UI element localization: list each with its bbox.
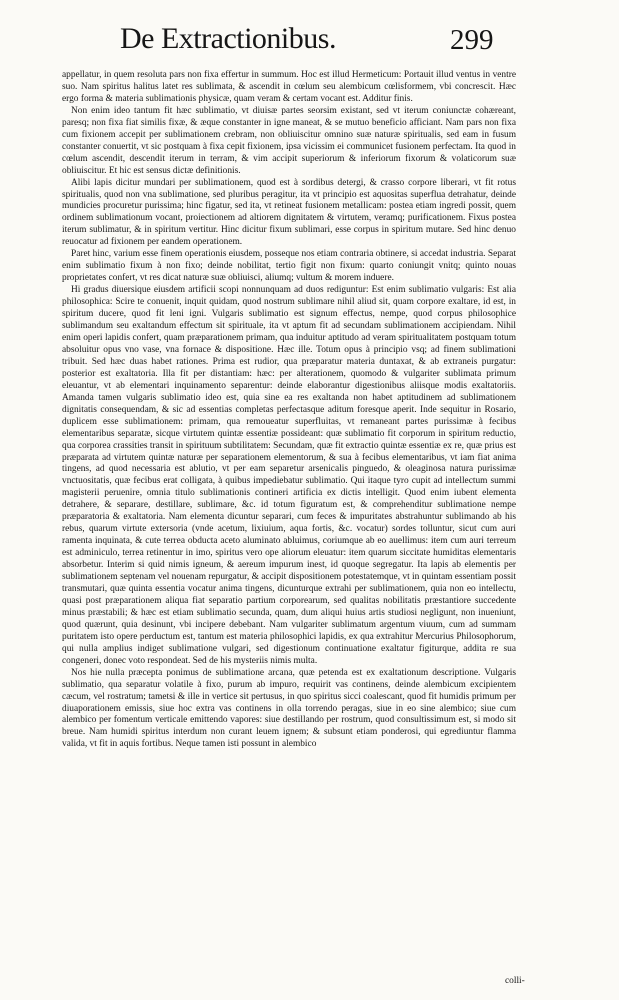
paragraph: appellatur, in quem resoluta pars non fixa effertur in summum. Hoc est illud Hermeticum: Portauit illud ventus in ventre suo. Nam spiritus halitus latet res sublimata, & ascendit in cœlum seu alembicum cœlisformem, vbi concrescit. Hæc ergo forma & materia sublimationis physicæ, quam veram & certam vocant est. Additur finis. xyxy=(62,70,516,104)
running-header xyxy=(0,14,619,70)
paragraph: Nos hie nulla præcepta ponimus de sublimatione arcana, quæ petenda est ex exaltationum descriptione. Vulgaris sublimatio, qua separatur volatile à fixo, purum ab impuro, requirit vas continens, deinde alembicum excipientem cæcum, vel rostratum; tametsi & ille in vertice sit pertusus, in quo spiritus sicci coalescant, quod fit humidis primum per diuaporationem emissis, siue hoc extra vas continens in olla torrendo peragas, siue in eo sine alembico; siue cum alembico per fomentum verticale emittendo vapores: siue destillando per rostrum, quod consultissimum est, si modo sit breue. Nam humidi spiritus interdum non curant leuem ignem; & subsunt etiam ponderosi, qui egrediuntur flamma valida, vt fit in aquis fortibus. Neque tamen isti possunt in alembico xyxy=(62,667,516,750)
running-title: De Extractionibus. xyxy=(120,22,336,55)
text-body xyxy=(62,70,516,751)
catchword: colli- xyxy=(505,976,525,986)
paragraph: Paret hinc, varium esse finem operationis eiusdem, posseque nos etiam contraria obtinere, si accedat industria. Separat enim sublimatio fixum à non fixo; deinde nobilitat, tertio figit non fixum: quarto coniungit vnitq; quinto nouas proprietates confert, vt res dicat naturæ suæ obliuisci, aliumq; vultum & morem induere. xyxy=(62,249,516,284)
paragraph: Alibi lapis dicitur mundari per sublimationem, quod est à sordibus detergi, & crasso corpore liberari, vt fit rotus spiritualis, quod non vna sublimatione, sed pluribus peragitur, ita vt principio est aquositas superflua detrahatur, deinde mundicies procuretur purissima; hinc figatur, sed ita, vt retineat fusionem metallicam: postea etiam ingredi possit, quem ordinem sublimationum vocant, proiectionem ad altiorem dignitatem & virtutem, veramq; purificationem. Fixus postea iterum sublimatur, & in spiritum vertitur. Hinc dicitur fixum sublimari, esse corpus in spiritum mutare. Sed hinc denuo reuocatur ad fixionem per eandem operationem. xyxy=(62,177,516,248)
page-number: 299 xyxy=(450,24,494,56)
paragraph: Hi gradus diuersique eiusdem artificii scopi nonnunquam ad duos rediguntur: Est enim sublimatio vulgaris: Est alia philosophica: Scire te conuenit, inquit quidam, quod nostrum sublimare nihil aliud sit, quam corpore exaltare, id est, in spiritum ducere, quod fit leni igni. Vulgaris sublimatio est signum effectus, nempe, quod corpus philosophice sublimandum seu exaltandum effectum sit spirituale, ita vt aptum fit ad secundam sublimationem accipiendam. Nihil enim operi lapidis confert, quam præparationem primam, qua induitur aptitudo ad veram spiritualitatem postquam totum absoluitur opus vno vase, vna fornace & dispositione. Hæc ille. Totum opus à principio vsq; ad finem sublimationi tribuit. Sed hæc duas habet rationes. Prima est rudior, qua præparatur materia duntaxat, & ab extraneis purgatur: posterior est exaltatoria. Illa fit per distantiam: hæc: per alterationem, quomodo & vulgariter sublimata primum eleuantur, vt ab elementari inquinamento separentur: deinde elaborantur digestionibus aliisque modis exaltatoriis. Amanda tamen vulgaris sublimatio ideo est, quia sine ea res exaltanda non habet aptitudinem ad sublimationem dignitatis consequendam, & sic ad essentias completas perfectasque aditum foresque aperit. Inde sequitur in Rosario, duplicem esse sublimationem: primam, qua remoueatur superfluitas, vt remaneant partes purissimæ à fecibus elementaribus separatæ, sicque virtutem quintæ essentiæ possideant: quæ sublimatio fit corporum in spiritum reductio, qua corporea crassities transit in spirituum subtilitatem: Secundam, quæ fit extractio quintæ essentiæ ex re, quæ prius est præparata ad virtutem quintæ naturæ per separationem elementorum, & sua à fecibus elementaribus, vt iam fiat anima tingens, ad quod necessaria est ablutio, vt per eam separetur arsenicalis pinguedo, & oleaginosa natura purissimæ vnctuositatis, quæ fecibus erat colligata, à quibus impediebatur sublimatio. Qui itaque tyro cupit ad intellectum summi magisterii peruenire, omnia titulo sublimationis contineri artificia ex dictis intelligit. Quod enim iubent elementa detrahere, & separare, destillare, sublimare, &c. id totum figuratum est, & comprehenditur sublimatione nempe præparatoria & exaltatoria. Nam elementa dicuntur separari, cum feces & impuritates abstrahuntur sublimando ab his rebus, quarum virtute extersoria (vnde acetum, lixiuium, aqua fortis, &c. vocatur) sordes tolluntur, sicut cum auri ramenta inquinata, & cute terrea obducta aceto aluminato abluimus, coriumque ab eo auellimus: item cum auri terreum est adminiculo, terrea retinentur in imo, spiritus vero ope aliorum eleuatur: item quarum siccitate humiditas elementaris absorbetur. Interim si quid nimis igneum, & aereum impurum inest, id quoque segregatur. Ita lapis ab elementis per sublimationem septenam vel nouenam repurgatur, & accipit dispositionem potestatemque, vt in quintam essentiam possit transmutari, quæ quinta essentia vocatur anima tingens, dicunturque extrahi per sublimationem, quia non eo intellectu, quasi post præparationem aliqua fiat separatio partium corporearum, sed qualitas nobilitatis præstantiore succedente minus præstabili; & hæc est etiam sublimatio secunda, quam, dum aliqui huius artis studiosi negligunt, non inueniunt, quod quærunt, quia desinunt, vbi incipere debebant. Nam vulgariter sublimatum argentum viuum, cum ad summam puritatem isto opere perductum est, tantum est materia philosophici lapidis, ex qua extrahitur Mercurius Philosophorum, qui nulla amplius indiget sublimatione vulgari, sed digestionum continuatione exaltatur figiturque, addita re sua congeneri, donec voto respondeat. Sed de his mysteriis nimis multa. xyxy=(62,285,516,666)
paragraph: Non enim ideo tantum fit hæc sublimatio, vt diuisæ partes seorsim existant, sed vt iterum coniunctæ cohæreant, paresq; non fixa fiat similis fixæ, & æque constanter in igne maneat, & se mutuo beneficio afficiant. Nam pars non fixa cum fixionem accepit per sublimationem crebram, non obliuiscitur omnino suæ naturæ spiritualis, sed eam in fusum constanter conuertit, vt sic postquam à fixa cepit fixionem, ipsa vicissim ei communicet fusionem perfectam. Ita quod in cœlum ascendit, descendit iterum in terram, & vim accipit superiorum & inferiorum fixorum & volaticorum suæ obliuiscitur. Et hic est sensus dictæ definitionis. xyxy=(62,105,516,176)
